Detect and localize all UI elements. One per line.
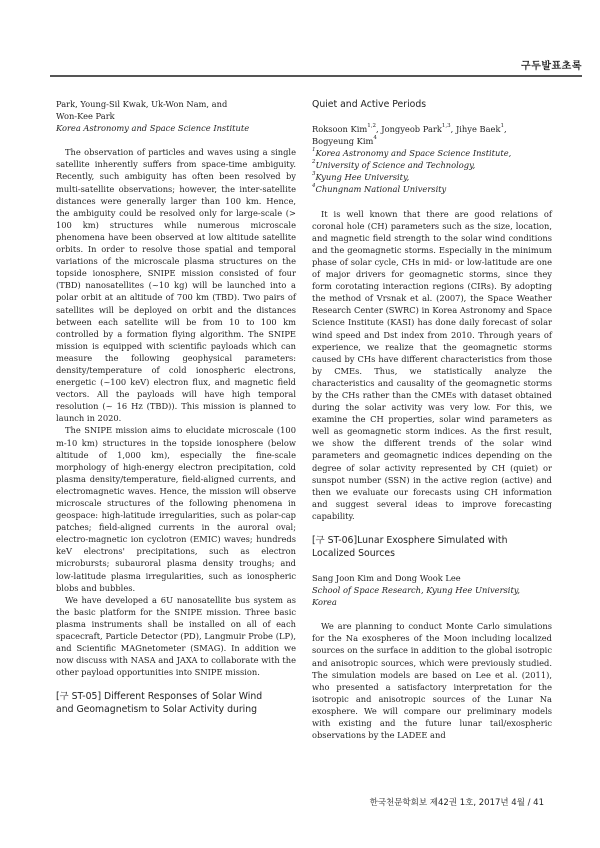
abstract-paragraph-3: We have developed a 6U nanosatellite bus system as the basic platform for the SNIPE mission. Three basic plasma instruments shall be installed on all of each spacecraft, Particle Detector (PD), Langmuir Probe (LP), and Scientific MAGnetometer (SMAG). In addition we now discuss with NASA and JAXA to collaborate with the other payload opportunities into SNIPE mission.: [56, 594, 296, 678]
abstract-paragraph-1: The observation of particles and waves using a single satellite inherently suffers from space-time ambiguity. Recently, such ambiguity has often been resolved by multi-satellite observations; however, the inter-satellite distances were generally larger than 100 km. Hence, the ambiguity could be resolved only for large-scale (> 100 km) structures while numerous microscale phenomena have been observed at low altitude satellite orbits. In order to resolve those spatial and temporal variations of the microscale plasma structures on the topside ionosphere, SNIPE mission consisted of four (TBD) nanosatellites (~10 kg) will be launched into a polar orbit at an altitude of 700 km (TBD). Two pairs of satellites will be deployed on orbit and the distances between each satellite will be from 10 to 100 km controlled by a formation flying algorithm. The SNIPE mission is equipped with scientific payloads which can measure the following geophysical parameters: density/temperature of cold ionospheric electrons, energetic (~100 keV) electron flux, and magnetic field vectors. All the payloads will have high temporal resolution (~ 16 Hz (TBD)). This mission is planned to launch in 2020.: [56, 147, 296, 424]
abstract-st06-paragraph: We are planning to conduct Monte Carlo simulations for the Na exospheres of the Moon including localized sources on the surface in addition to the global isotropic and anisotropic sources, which were previously studied. The simulation models are based on Lee et al. (2011), who presented a satisfactory interpretation for the isotropic and anisotropic sources of the Lunar Na exosphere. We will compare our preliminary models with existing and the future lunar tail/exospheric observations by the LADEE and: [312, 621, 552, 741]
header-rule: [50, 75, 582, 77]
affiliation: Korea Astronomy and Space Science Institute: [56, 123, 250, 134]
page-footer: 한국천문학회보 제42권 1호, 2017년 4월 / 41: [369, 798, 544, 808]
authors-st05-line2: Bogyeung Kim$^4$: [312, 135, 377, 147]
authors-line-1: Park, Young-Sil Kwak, Uk-Won Nam, and: [56, 99, 228, 109]
authors-st06: Sang Joon Kim and Dong Wook Lee: [312, 573, 461, 583]
affiliation-2: $^2$University of Science and Technology,: [312, 159, 476, 171]
left-column: [56, 98, 296, 716]
affiliation-3: $^3$Kyung Hee University,: [312, 171, 410, 183]
abstract-heading-st05-line3: Quiet and Active Periods: [312, 99, 427, 110]
abstract-heading-st05-line1: [구 ST-05] Different Responses of Solar Wind: [56, 691, 263, 703]
abstract-st05-paragraph: It is well known that there are good relations of coronal hole (CH) parameters such as the size, location, and magnetic field strength to the solar wind conditions and the geomagnetic storms. Especially in the minimum phase of solar cycle, CHs in mid- or low-latitude are one of major drivers for geomagnetic storms, since they form corotating interaction regions (CIRs). By adopting the method of Vrsnak et al. (2007), the Space Weather Research Center (SWRC) in Korea Astronomy and Space Science Institute (KASI) has done daily forecast of solar wind speed and Dst index from 2010. Through years of experience, we realize that the geomagnetic storms caused by CHs have different characteristics from those by CMEs. Thus, we statistically analyze the characteristics and causality of the geomagnetic storms by the CHs rather than the CMEs with dataset obtained during the solar activity was very low. For this, we examine the CH properties, solar wind parameters as well as geomagnetic storm indices. As the first result, we show the different trends of the solar wind parameters and geomagnetic indices depending on the degree of solar activity represented by CH (quiet) or sunspot number (SSN) in the active region (active) and then we evaluate our forecasts using CH information and suggest several ideas to improve forecasting capability.: [312, 208, 552, 521]
authors-line-2: Won-Kee Park: [56, 111, 115, 122]
affiliation-st06-line1: School of Space Research, Kyung Hee University,: [312, 585, 521, 596]
right-column: [312, 98, 552, 741]
abstract-heading-st05-line2: and Geomagnetism to Solar Activity during: [56, 704, 258, 716]
section-tag: 구두발표초록: [521, 61, 582, 72]
abstract-paragraph-2: The SNIPE mission aims to elucidate microscale (100 m-10 km) structures in the topside ionosphere (below altitude of 1,000 km), especially the fine-scale morphology of high-energy electron precipitation, cold plasma density/temperature, field-aligned currents, and electromagnetic waves. Hence, the mission will observe microscale structures of the following phenomena in geospace: high-latitude irregularities, such as polar-cap patches; field-aligned currents in the auroral oval; electro-magnetic ion cyclotron (EMIC) waves; hundreds keV electrons' precipitations, such as electron microbursts; subauroral plasma density troughs; and low-latitude plasma irregularities, such as ionospheric blobs and bubbles.: [56, 425, 296, 593]
affiliation-1: $^1$Korea Astronomy and Space Science Institute,: [312, 147, 512, 159]
abstract-heading-st06-line1: [구 ST-06]Lunar Exosphere Simulated with: [312, 535, 508, 546]
abstract-heading-st06-line2: Localized Sources: [312, 548, 395, 559]
affiliation-4: $^4$Chungnam National University: [312, 183, 447, 195]
authors-st05: Roksoon Kim$^{1,2}$, Jongyeob Park$^{1,3}$, Jihye Baek$^1$,: [312, 123, 507, 134]
affiliation-st06-line2: Korea: [312, 597, 337, 608]
